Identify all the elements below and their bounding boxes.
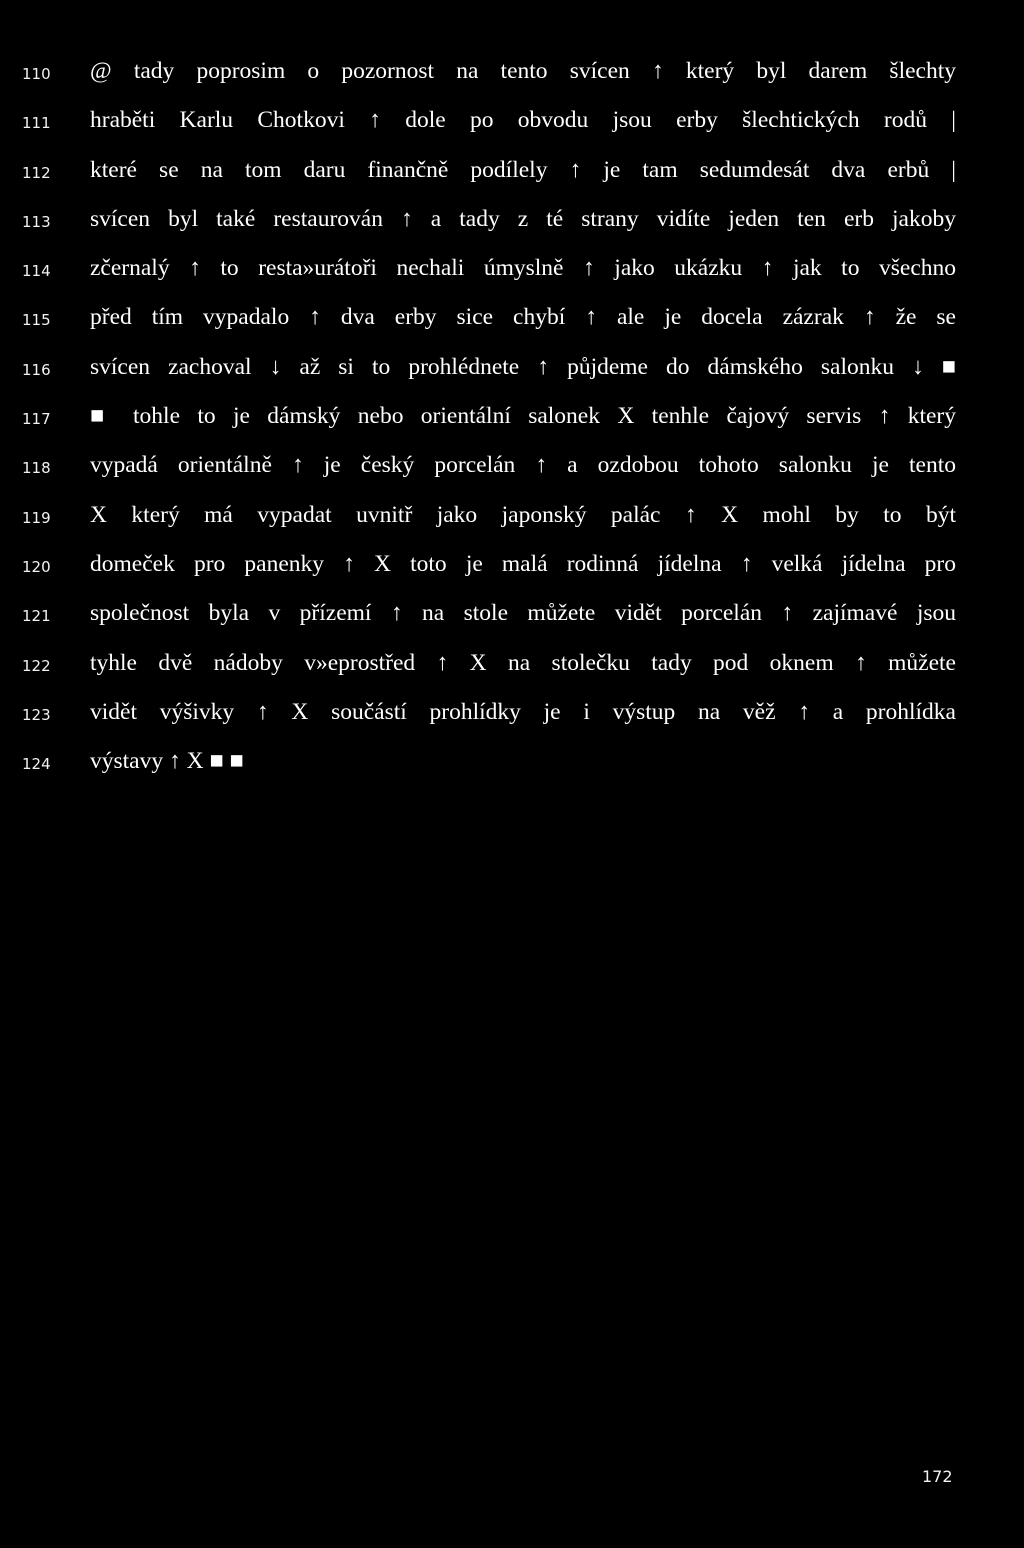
- line-number: 114: [22, 262, 51, 281]
- transcript-line: [0, 347, 1024, 396]
- transcript-line: [0, 593, 1024, 642]
- line-text: před tím vypadalo ↑ dva erby sice chybí ↑ ale je docela zázrak ↑ že se: [90, 304, 956, 331]
- transcript-line: [0, 445, 1024, 494]
- line-text: domeček pro panenky ↑ X toto je malá rodinná jídelna ↑ velká jídelna pro: [90, 550, 956, 577]
- line-number: 117: [22, 410, 51, 429]
- transcript-line: [0, 51, 1024, 100]
- line-text: X který má vypadat uvnitř jako japonský palác ↑ X mohl by to být: [90, 501, 956, 528]
- transcript-line: [0, 692, 1024, 741]
- line-text: @ tady poprosim o pozornost na tento svícen ↑ který byl darem šlechty: [90, 58, 956, 84]
- transcript-lines: [0, 51, 1024, 790]
- line-number: 111: [22, 114, 51, 133]
- line-number: 112: [22, 163, 51, 182]
- line-number: 123: [22, 705, 51, 724]
- line-text: ■ tohle to je dámský nebo orientální salonek X tenhle čajový servis ↑ který: [90, 403, 956, 430]
- line-number: 115: [22, 311, 51, 330]
- transcript-line: [0, 248, 1024, 297]
- line-text: vypadá orientálně ↑ je český porcelán ↑ a ozdobou tohoto salonku je tento: [90, 452, 956, 479]
- transcript-line: [0, 544, 1024, 593]
- line-text: svícen byl také restaurován ↑ a tady z té strany vidíte jeden ten erb jakoby: [90, 205, 956, 232]
- line-number: 118: [22, 459, 51, 478]
- line-number: 120: [22, 557, 51, 576]
- line-text: svícen zachoval ↓ až si to prohlédnete ↑ půjdeme do dámského salonku ↓ ■: [90, 353, 956, 380]
- transcript-line: [0, 741, 1024, 790]
- line-number: 116: [22, 360, 51, 379]
- line-text: tyhle dvě nádoby v»eprostřed ↑ X na stolečku tady pod oknem ↑ můžete: [90, 649, 956, 676]
- transcript-line: [0, 495, 1024, 544]
- transcript-line: [0, 100, 1024, 149]
- transcript-line: [0, 199, 1024, 248]
- line-number: 121: [22, 607, 51, 626]
- line-text: výstavy ↑ X ■ ■: [90, 748, 244, 775]
- line-text: společnost byla v přízemí ↑ na stole můžete vidět porcelán ↑ zajímavé jsou: [90, 600, 956, 627]
- transcript-line: [0, 396, 1024, 445]
- line-text: které se na tom daru finančně podílely ↑ je tam sedumdesát dva erbů |: [90, 156, 956, 183]
- transcript-line: [0, 643, 1024, 692]
- line-number: 110: [22, 65, 51, 83]
- line-text: hraběti Karlu Chotkovi ↑ dole po obvodu jsou erby šlechtických rodů |: [90, 107, 956, 134]
- line-text: vidět výšivky ↑ X součástí prohlídky je i výstup na věž ↑ a prohlídka: [90, 698, 956, 725]
- line-number: 119: [22, 508, 51, 527]
- transcript-line: [0, 297, 1024, 346]
- page-number: 172: [922, 1467, 953, 1486]
- transcript-line: [0, 150, 1024, 199]
- line-text: zčernalý ↑ to resta»urátoři nechali úmyslně ↑ jako ukázku ↑ jak to všechno: [90, 255, 956, 282]
- line-number: 124: [22, 755, 51, 774]
- line-number: 113: [22, 212, 51, 231]
- line-number: 122: [22, 656, 51, 675]
